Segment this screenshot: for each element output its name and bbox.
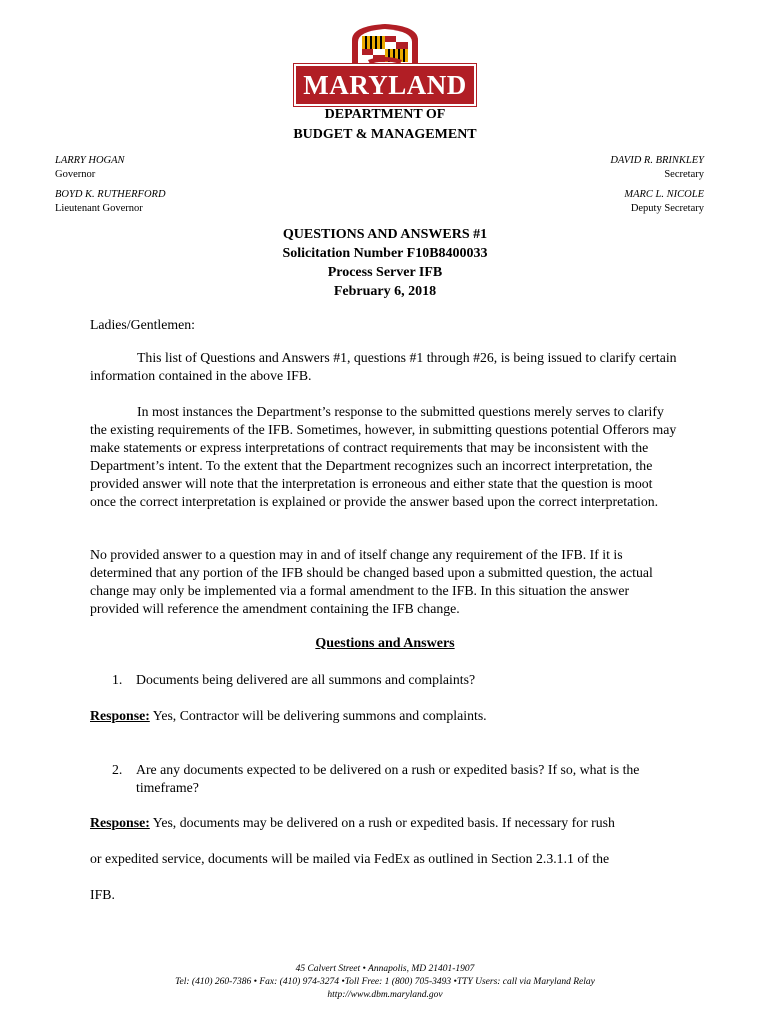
response-1 (90, 707, 680, 725)
document-title (0, 225, 770, 301)
question-1 (112, 671, 682, 689)
lt-governor-block (55, 188, 166, 216)
intro-paragraph: This list of Questions and Answers #1, questions #1 through #26, is being issued to clarify certain information contained in the above IFB. (90, 350, 677, 383)
secretary-title: Secretary (664, 169, 704, 180)
interpretation-paragraph: In most instances the Department’s response to the submitted questions merely serves to clarify the existing requirements of the IFB. Sometimes, however, in submitting questions potential Offerors may make statements or express interpretations of contract requirements that may be inconsistent with the Department’s intent. To the extent that the Department recognizes such an incorrect interpretation, the provided answer will note that the interpretation is erroneous and either state that the question is moot once the correct interpretation is explained or provide the answer based upon the correct interpretation. (90, 404, 677, 509)
title-solicitation-number: Solicitation Number F10B8400033 (282, 246, 488, 261)
secretary-block (610, 154, 704, 182)
footer-website: http://www.dbm.maryland.gov (327, 990, 443, 1000)
title-line-1: QUESTIONS AND ANSWERS #1 (282, 227, 488, 242)
response-text: Yes, Contractor will be delivering summons and complaints. (149, 708, 487, 723)
secretary-name: DAVID R. BRINKLEY (610, 155, 704, 166)
governor-block (55, 154, 125, 182)
question-text: Are any documents expected to be delivered on a rush or expedited basis? If so, what is the timeframe? (136, 762, 640, 795)
qa-heading: Questions and Answers (315, 636, 455, 651)
footer (0, 963, 770, 1002)
footer-address: 45 Calvert Street • Annapolis, MD 21401-1907 (295, 964, 475, 974)
lt-governor-name: BOYD K. RUTHERFORD (55, 189, 166, 200)
response-2-continued: or expedited service, documents will be mailed via FedEx as outlined in Section 2.3.1.1 of the (90, 851, 610, 866)
question-number: 2. (112, 762, 123, 777)
question-2 (112, 761, 682, 797)
response-2 (90, 814, 680, 832)
governor-name: LARRY HOGAN (55, 155, 125, 166)
response-text: Yes, documents may be delivered on a rush or expedited basis. If necessary for rush (149, 815, 615, 830)
deputy-secretary-name: MARC L. NICOLE (624, 189, 704, 200)
question-number: 1. (112, 672, 123, 687)
response-2-end: IFB. (90, 887, 115, 902)
footer-contact: Tel: (410) 260-7386 • Fax: (410) 974-3274 •Toll Free: 1 (800) 705-3493 •TTY Users: call via Maryland Relay (175, 977, 595, 987)
response-label: Response: (90, 708, 150, 723)
logo-wordmark: MARYLAND (294, 64, 476, 106)
department-line-2: BUDGET & MANAGEMENT (293, 127, 477, 142)
department-line-1: DEPARTMENT OF (324, 107, 446, 122)
governor-title: Governor (55, 169, 96, 180)
amendment-paragraph: No provided answer to a question may in and of itself change any requirement of the IFB. If it is determined that any portion of the IFB should be changed based upon a submitted question, the actual change may only be implemented via a formal amendment to the IFB. In this situation the answer provided will reference the amendment containing the IFB change. (90, 547, 653, 616)
lt-governor-title: Lieutenant Governor (55, 203, 143, 214)
salutation: Ladies/Gentlemen: (90, 317, 195, 332)
response-label: Response: (90, 815, 150, 830)
deputy-secretary-title: Deputy Secretary (630, 203, 704, 214)
maryland-logo (290, 22, 480, 106)
question-text: Documents being delivered are all summons and complaints? (136, 672, 476, 687)
deputy-secretary-block (624, 188, 704, 216)
title-date: February 6, 2018 (333, 284, 437, 299)
title-ifb-name: Process Server IFB (327, 265, 443, 280)
